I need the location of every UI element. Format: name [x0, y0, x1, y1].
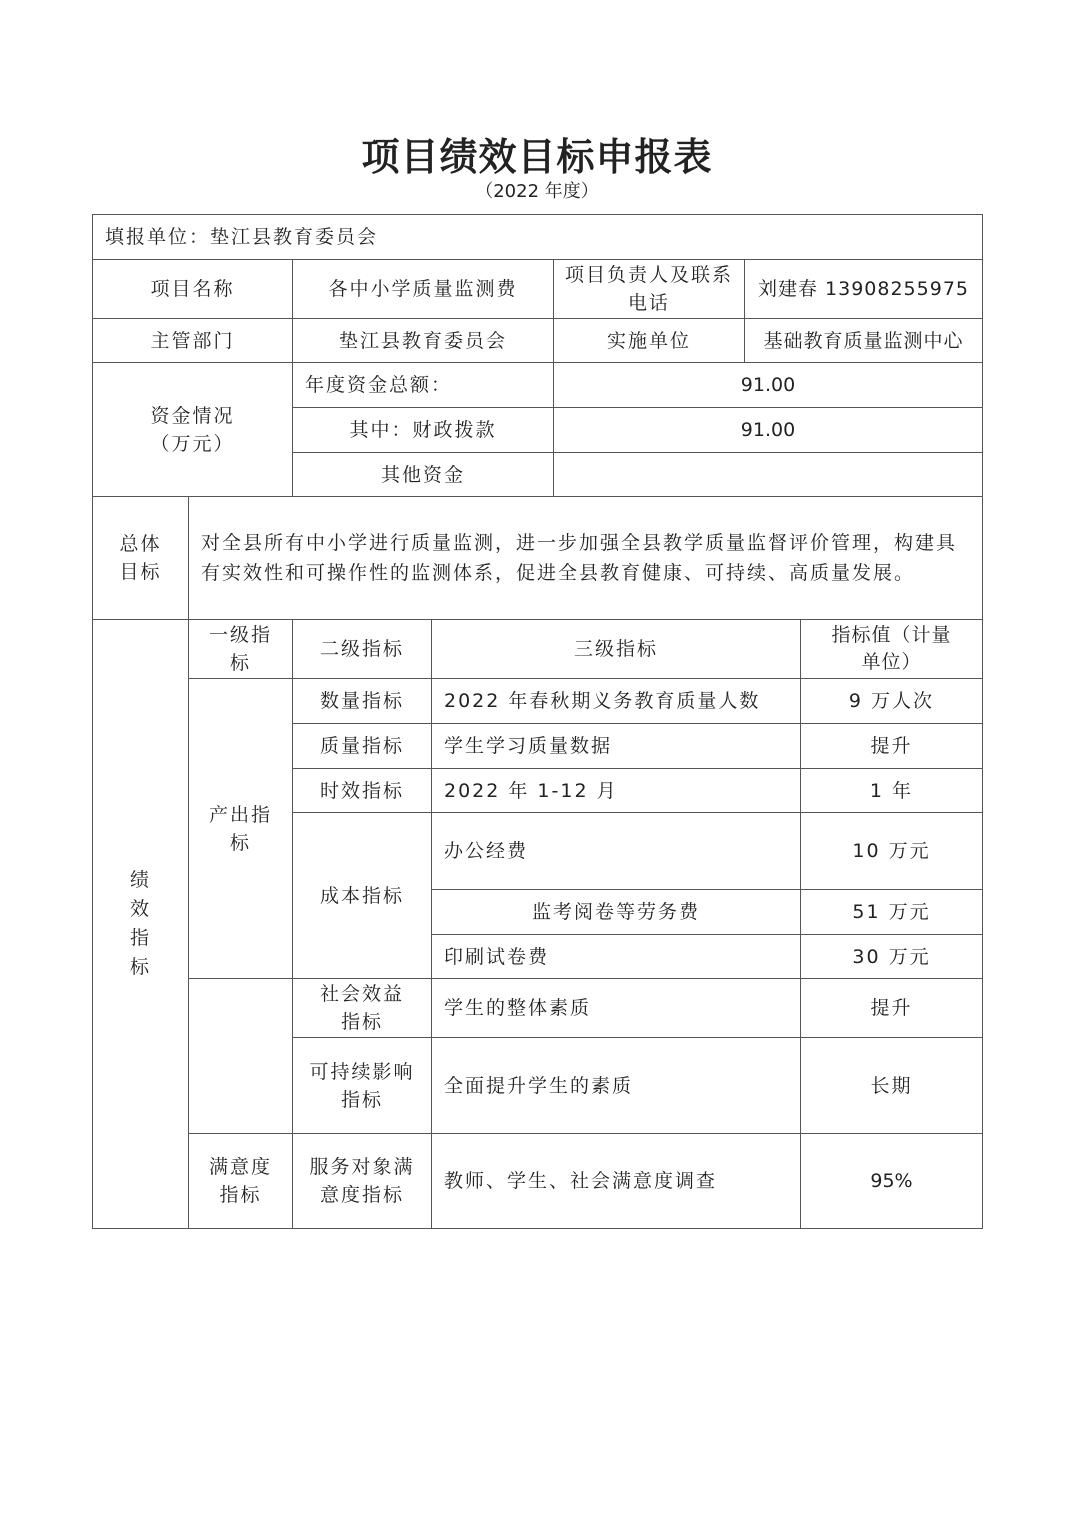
qty-val: 9 万人次 [800, 678, 983, 724]
satisfy-l3: 教师、学生、社会满意度调查 [431, 1133, 801, 1229]
cost1-val: 10 万元 [800, 812, 983, 890]
qty-l2: 数量指标 [292, 678, 432, 724]
header-l2: 二级指标 [292, 619, 432, 679]
header-l1: 一级指标 [188, 619, 293, 679]
time-val: 1 年 [800, 768, 983, 813]
year-subtitle: （2022 年度） [475, 181, 599, 202]
satisfy-l2: 服务对象满意度指标 [292, 1133, 432, 1229]
fund-total-value: 91.00 [553, 362, 983, 408]
header-val: 指标值（计量单位） [800, 619, 983, 679]
sustain-val: 长期 [800, 1037, 983, 1134]
perf-label: 绩效指标 [92, 619, 189, 1229]
fund-label: 资金情况（万元） [92, 362, 293, 497]
dept-label: 主管部门 [92, 318, 293, 363]
fund-fiscal-label: 其中：财政拨款 [292, 407, 554, 453]
cost3-val: 30 万元 [800, 934, 983, 979]
fund-other-value [553, 452, 983, 497]
project-name-value: 各中小学质量监测费 [292, 259, 554, 319]
cost-l2: 成本指标 [292, 812, 432, 979]
manager-label: 项目负责人及联系电话 [553, 259, 745, 319]
impl-label: 实施单位 [553, 318, 745, 363]
impl-value: 基础教育质量监测中心 [744, 318, 983, 363]
cost2-val: 51 万元 [800, 889, 983, 935]
time-l2: 时效指标 [292, 768, 432, 813]
sustain-l3: 全面提升学生的素质 [431, 1037, 801, 1134]
filling-unit: 填报单位：垫江县教育委员会 [92, 214, 983, 260]
fund-total-label: 年度资金总额： [292, 362, 554, 408]
output-label: 产出指标 [188, 678, 293, 979]
cost2-l3: 监考阅卷等劳务费 [431, 889, 801, 935]
quality-l3: 学生学习质量数据 [431, 723, 801, 769]
dept-value: 垫江县教育委员会 [292, 318, 554, 363]
satisfy-val: 95% [800, 1133, 983, 1229]
project-name-label: 项目名称 [92, 259, 293, 319]
cost1-l3: 办公经费 [431, 812, 801, 890]
sustain-l2: 可持续影响指标 [292, 1037, 432, 1134]
time-l3: 2022 年 1-12 月 [431, 768, 801, 813]
social-l3: 学生的整体素质 [431, 978, 801, 1038]
fund-fiscal-value: 91.00 [553, 407, 983, 453]
fund-other-label: 其他资金 [292, 452, 554, 497]
cost3-l3: 印刷试卷费 [431, 934, 801, 979]
qty-l3: 2022 年春秋期义务教育质量人数 [431, 678, 801, 724]
manager-value: 刘建春 13908255975 [744, 259, 983, 319]
quality-l2: 质量指标 [292, 723, 432, 769]
effect-group [188, 978, 293, 1134]
social-l2: 社会效益指标 [292, 978, 432, 1038]
goal-label: 总体目标 [92, 496, 189, 620]
header-l3: 三级指标 [431, 619, 801, 679]
quality-val: 提升 [800, 723, 983, 769]
social-val: 提升 [800, 978, 983, 1038]
goal-text: 对全县所有中小学进行质量监测，进一步加强全县教学质量监督评价管理，构建具有实效性和可操作性的监测体系，促进全县教育健康、可持续、高质量发展。 [188, 496, 983, 620]
page-title: 项目绩效目标申报表 [361, 134, 713, 179]
satisfaction-label: 满意度指标 [188, 1133, 293, 1229]
